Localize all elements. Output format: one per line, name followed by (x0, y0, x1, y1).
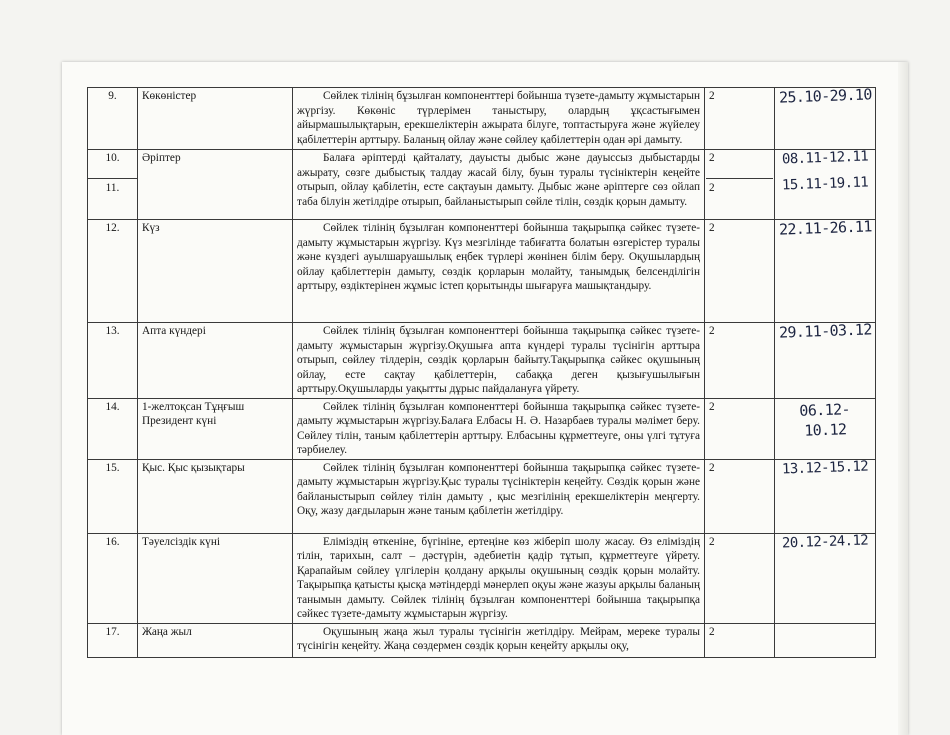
row-hours: 2 (705, 623, 775, 657)
row-number: 15. (88, 459, 138, 533)
row-topic: Жаңа жыл (138, 623, 293, 657)
row-topic: Апта күндері (138, 323, 293, 399)
row-number: 17. (88, 623, 138, 657)
description-text: Оқушының жаңа жыл туралы түсінігін жетілдіру. Мейрам, мереке туралы түсінігін кеңейту. Жаңа сөздермен сөздік қорын кеңейту арқылы оқу, (297, 625, 700, 652)
row-number: 9. (88, 88, 138, 150)
handwritten-dates: 29.11-03.12 (778, 320, 873, 342)
row-topic: Тәуелсіздік күні (138, 533, 293, 623)
hours-11: 2 (706, 178, 773, 196)
row-description (293, 533, 705, 623)
table-row (88, 150, 876, 220)
hours-10: 2 (709, 152, 715, 164)
row-topic: Қыс. Қыс қызықтары (138, 459, 293, 533)
row-hours: 2 (705, 459, 775, 533)
description-text: Сөйлек тілінің бұзылған компоненттері бойынша тақырыпқа сәйкес түзете-дамыту жұмыстарын жүргізу.Оқушыға апта күндері туралы түсінігін арттыра отырып, сөйлеу тілдерін, сөздік қорларын байыту.Тақырыпқа сәйкес оқушының ойлау, есте сақтау қабілеттерін, сабаққа деген қызығушылығын арттыру.Оқушыларды уақытты дұрыс пайдалануға үйрету. (297, 325, 700, 395)
row-description (293, 88, 705, 150)
handwritten-dates: 22.11-26.11 (778, 217, 873, 239)
description-text: Еліміздің өткеніне, бүгініне, ертеңіне көз жіберіп шолу жасау. Өз еліміздің тілін, тарихын, салт – дәстүрін, әдебиетін қадір тұтып, құрметтеуге үйрету. Қарапайым сөйлеу үлгілерін қолдану арқылы оқушының сөздік қорын молайту. Тақырыпқа қатысты қысқа мәтіндерді мәнерлеп оқуы және жазуы арқылы баланың танымын дамыту. Сөйлек тілінің бұзылған компоненттері бойынша тақырыпқа сәйкес түзете-дамыту жұмыстарын жүргізу. (297, 535, 700, 620)
description-text: Сөйлек тілінің бұзылған компоненттері бойынша тақырыпқа сәйкес түзете-дамыту жұмыстарын жүргізу. Күз мезгілінде табиғатта болатын өзгерістер туралы және күздегі ауылшаруашылық еңбек түрлері жөнінен білім беру. Оқушылардың ойлау қабілеттерін дамыту, сөздік қорларын молайту, танымдық белсенділігін арттыру, өздіктерінен жұмыс істеп қорытынды шығаруға машықтандыру. (297, 222, 700, 292)
row-number-11: 11. (88, 178, 137, 196)
page-edge-shadow (898, 62, 908, 735)
row-number: 12. (88, 220, 138, 323)
row-description (293, 220, 705, 323)
row-topic: Әріптер (138, 150, 293, 220)
row-description (293, 150, 705, 220)
row-hours: 2 (705, 533, 775, 623)
table-row (88, 220, 876, 323)
handwritten-dates: 15.11-19.11 (781, 174, 869, 193)
description-text: Сөйлек тілінің бұзылған компоненттері бойынша тақырыпқа сәйкес түзете-дамыту жұмыстарын жүргізу.Балаға Елбасы Н. Ә. Назарбаев туралы мәлімет беру. Сөйлеу тілін, таным қабілеттерін арттыру. Елбасыны құрметтеуге, оны үлгі тұтуға тәрбиелеу. (297, 400, 700, 456)
row-dates (775, 533, 876, 623)
row-description (293, 459, 705, 533)
row-topic: 1-желтоқсан Тұңғыш Президент күні (138, 398, 293, 459)
row-description (293, 323, 705, 399)
handwritten-dates: 13.12-15.12 (781, 458, 869, 477)
row-dates (775, 85, 876, 150)
row-dates (775, 150, 876, 220)
row-dates (775, 398, 876, 459)
handwritten-dates: 25.10-29.10 (778, 85, 873, 107)
row-dates (775, 217, 876, 323)
description-text: Балаға әріптерді қайталату, дауысты дыбыс және дауыссыз дыбыстарды ажырату, сөзге дыбыстық талдау жасай білу, буын туралы түсініктерін кеңейте отырып, ойлау қабілетін, есте сақтауын дамыту. Дыбыс және әріптерге сөз ойлап таба білуін жетілдіре отырып, байланыстырып сөйле тілін, сөздік қорын дамыту. (297, 152, 700, 208)
table-row (88, 398, 876, 459)
row-topic: Күз (138, 220, 293, 323)
row-hours: 2 (705, 323, 775, 399)
table-row (88, 323, 876, 399)
row-hours: 2 (705, 220, 775, 323)
description-text: Сөйлек тілінің бұзылған компоненттері бойынша тақырыпқа сәйкес түзете-дамыту жұмыстарын жүргізу.Қыс туралы түсініктерін кеңейту. Сөздік қорын және байланыстырып сөйлеу тілін дамыту , қыс мезгілінің ерекшеліктерін меңгерту. Оқу, жазу дағдыларын және таным қабілетін жетілдіру. (297, 461, 700, 517)
handwritten-dates: 08.11-12.11 (781, 148, 869, 168)
table-row (88, 88, 876, 150)
row-number: 14. (88, 398, 138, 459)
row-number (88, 150, 138, 220)
row-dates (775, 459, 876, 533)
row-dates (775, 623, 876, 657)
document-page (62, 62, 908, 735)
row-number-10: 10. (105, 152, 120, 164)
table-row (88, 533, 876, 623)
handwritten-dates: 20.12-24.12 (781, 532, 869, 551)
row-number: 16. (88, 533, 138, 623)
handwritten-dates: 06.12-10.12 (799, 399, 851, 440)
table-row (88, 459, 876, 533)
table-row (88, 623, 876, 657)
row-hours: 2 (705, 398, 775, 459)
lesson-plan-table (87, 87, 876, 658)
description-text: Сөйлек тілінің бұзылған компоненттері бойынша түзете-дамыту жұмыстарын жүргізу. Көкөніс түрлерімен таныстыру, олардың ұқсастығымен айырмашылықтарын, ерекшеліктерін ажырата білуге, топтастыруға және жүйелеу қабілеттерін арттыру. Баланың ойлау және сөйлеу қабілеттерін одан әрі дамыту. (297, 90, 700, 146)
row-description (293, 398, 705, 459)
row-dates (775, 320, 876, 399)
row-hours: 2 (705, 88, 775, 150)
row-topic: Көкөністер (138, 88, 293, 150)
row-hours (705, 150, 775, 220)
row-number: 13. (88, 323, 138, 399)
row-description (293, 623, 705, 657)
